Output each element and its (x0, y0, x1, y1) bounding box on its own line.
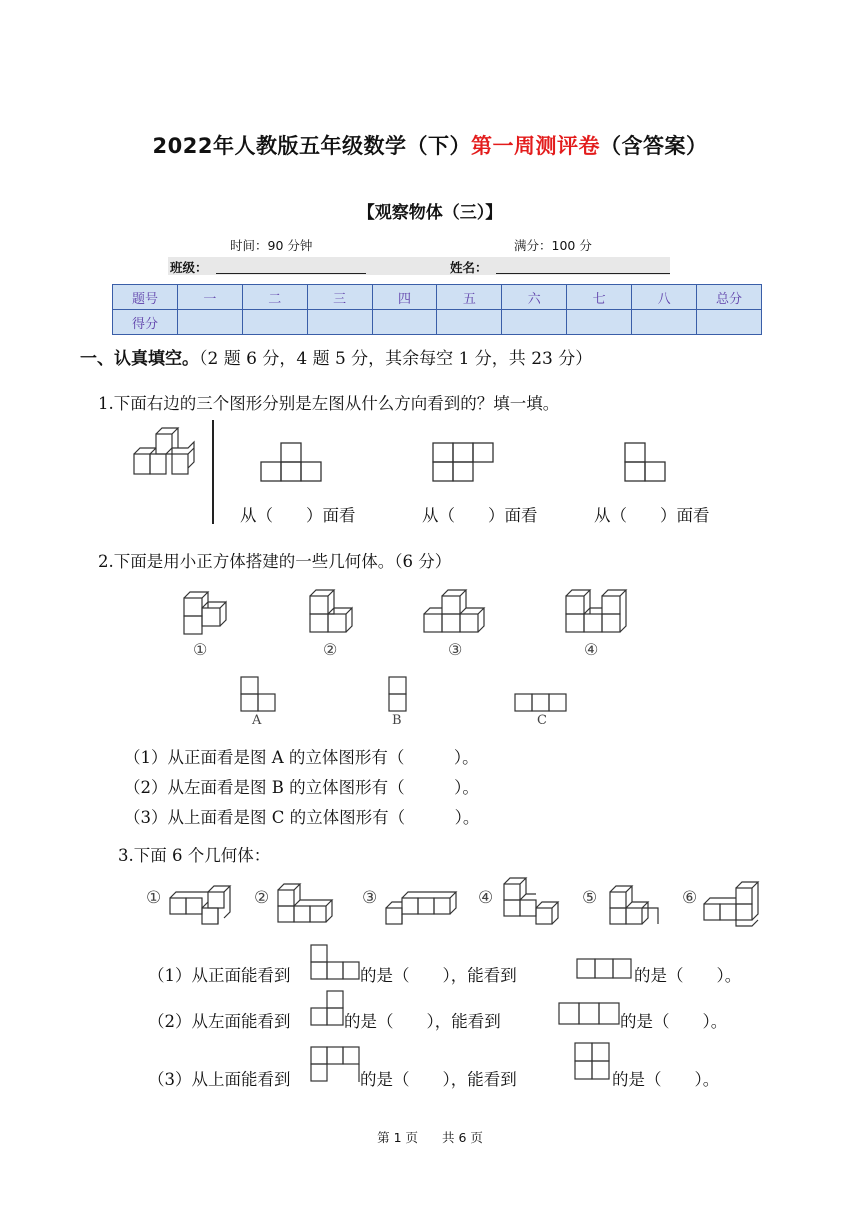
q3-solid-2 (274, 880, 344, 926)
q3-sub2-suffix[interactable]: 的是（ ）。 (620, 1012, 728, 1031)
q3-sub3-prefix: （3）从上面能看到 (148, 1070, 291, 1089)
class-field[interactable] (216, 257, 366, 274)
q2-label-3: ③ (448, 640, 463, 659)
q2-solid-2 (306, 588, 356, 634)
score-cell[interactable] (437, 310, 502, 335)
q3-sub1-shape-1 (310, 944, 362, 980)
score-cell[interactable] (567, 310, 632, 335)
time-label: 时间：90 分钟 (230, 238, 313, 253)
score-header-cell: 一 (177, 285, 242, 310)
q3-sub2-shape-2 (558, 1002, 620, 1026)
score-header-cell: 七 (567, 285, 632, 310)
q1-blank-2[interactable]: 从（ ）面看 (422, 506, 538, 525)
q3-label-1: ① (146, 888, 162, 908)
q3-sub2-middle[interactable]: 的是（ ），能看到 (344, 1012, 501, 1031)
q2-solid-4 (562, 586, 628, 636)
q2-view-a (240, 676, 276, 712)
q2-sub-1[interactable]: （1）从正面看是图 A 的立体图形有（ ）。 (124, 748, 479, 767)
score-cell[interactable] (177, 310, 242, 335)
q2-sub-2[interactable]: （2）从左面看是图 B 的立体图形有（ ）。 (124, 778, 479, 797)
q3-sub3-shape-2 (574, 1042, 612, 1082)
score-header-cell: 三 (307, 285, 372, 310)
q1-blank-3[interactable]: 从（ ）面看 (594, 506, 710, 525)
page-title (0, 130, 860, 160)
q1-solid-figure (130, 428, 200, 480)
q2-view-label-c: C (537, 713, 547, 728)
q3-sub3-shape-1 (310, 1046, 362, 1084)
q3-sub1-prefix: （1）从正面能看到 (148, 966, 291, 985)
score-header-cell: 八 (632, 285, 697, 310)
full-score-label: 满分：100 分 (514, 238, 592, 253)
q2-label-2: ② (323, 640, 338, 659)
score-header-cell: 五 (437, 285, 502, 310)
q2-view-label-a: A (252, 713, 262, 728)
page-footer (0, 1128, 860, 1146)
score-cell[interactable] (502, 310, 567, 335)
name-label: 姓名： (450, 260, 488, 275)
q1-view-1 (260, 442, 322, 482)
q2-view-c (514, 693, 568, 712)
q3-label-5: ⑤ (582, 888, 598, 908)
section1-heading (80, 344, 592, 369)
score-row-label: 得分 (113, 310, 178, 335)
q1-divider (212, 420, 214, 524)
q3-solid-4 (500, 876, 566, 928)
page-subtitle: 【观察物体（三）】 (357, 203, 503, 223)
q3-solid-6 (700, 878, 766, 930)
q2-label-4: ④ (584, 640, 599, 659)
name-field[interactable] (496, 257, 670, 274)
score-cell[interactable] (307, 310, 372, 335)
score-table-score-row (113, 310, 762, 335)
score-table-header-row (113, 285, 762, 310)
q3-text: 3.下面 6 个几何体： (118, 846, 271, 865)
page-total: 共 6 页 (442, 1130, 483, 1145)
q3-label-3: ③ (362, 888, 378, 908)
q3-sub3-middle[interactable]: 的是（ ），能看到 (360, 1070, 517, 1089)
score-header-cell: 总分 (697, 285, 762, 310)
page-number: 第 1 页 (377, 1130, 418, 1145)
q1-view-3 (624, 442, 666, 482)
q3-label-2: ② (254, 888, 270, 908)
q3-sub2-prefix: （2）从左面能看到 (148, 1012, 291, 1031)
q1-text: 1.下面右边的三个图形分别是左图从什么方向看到的？填一填。 (98, 394, 560, 413)
score-cell[interactable] (632, 310, 697, 335)
score-cell[interactable] (697, 310, 762, 335)
q2-text: 2.下面是用小正方体搭建的一些几何体。（6 分） (98, 552, 452, 571)
q3-solid-1 (168, 884, 240, 926)
score-header-cell: 二 (242, 285, 307, 310)
q2-solid-1 (182, 590, 232, 636)
q3-label-4: ④ (478, 888, 494, 908)
score-header-cell: 四 (372, 285, 437, 310)
section1-note: （2 题 6 分，4 题 5 分，其余每空 1 分，共 23 分） (199, 349, 593, 369)
q1-view-2 (432, 442, 494, 482)
score-table (112, 284, 762, 335)
q2-sub-3[interactable]: （3）从上面看是图 C 的立体图形有（ ）。 (124, 808, 480, 827)
score-cell[interactable] (242, 310, 307, 335)
score-header-cell: 题号 (113, 285, 178, 310)
q2-view-label-b: B (392, 713, 402, 728)
q3-solid-5 (604, 882, 664, 928)
title-part3: （含答案） (599, 134, 708, 158)
score-header-cell: 六 (502, 285, 567, 310)
q3-sub2-shape-1 (310, 990, 346, 1026)
q3-sub1-shape-2 (576, 958, 632, 980)
class-label: 班级： (170, 260, 208, 275)
score-cell[interactable] (372, 310, 437, 335)
q3-sub3-suffix[interactable]: 的是（ ）。 (612, 1070, 720, 1089)
q1-blank-1[interactable]: 从（ ）面看 (240, 506, 356, 525)
title-part1: 2022年人教版五年级数学（下） (152, 134, 471, 158)
q3-sub1-middle[interactable]: 的是（ ），能看到 (360, 966, 517, 985)
title-part2: 第一周测评卷 (470, 134, 600, 158)
q3-solid-3 (382, 884, 458, 928)
q3-sub1-suffix[interactable]: 的是（ ）。 (634, 966, 742, 985)
q3-label-6: ⑥ (682, 888, 698, 908)
q2-view-b (388, 676, 408, 712)
q2-solid-3 (420, 588, 496, 634)
section1-title: 一、认真填空。 (80, 349, 199, 369)
q2-label-1: ① (193, 640, 208, 659)
